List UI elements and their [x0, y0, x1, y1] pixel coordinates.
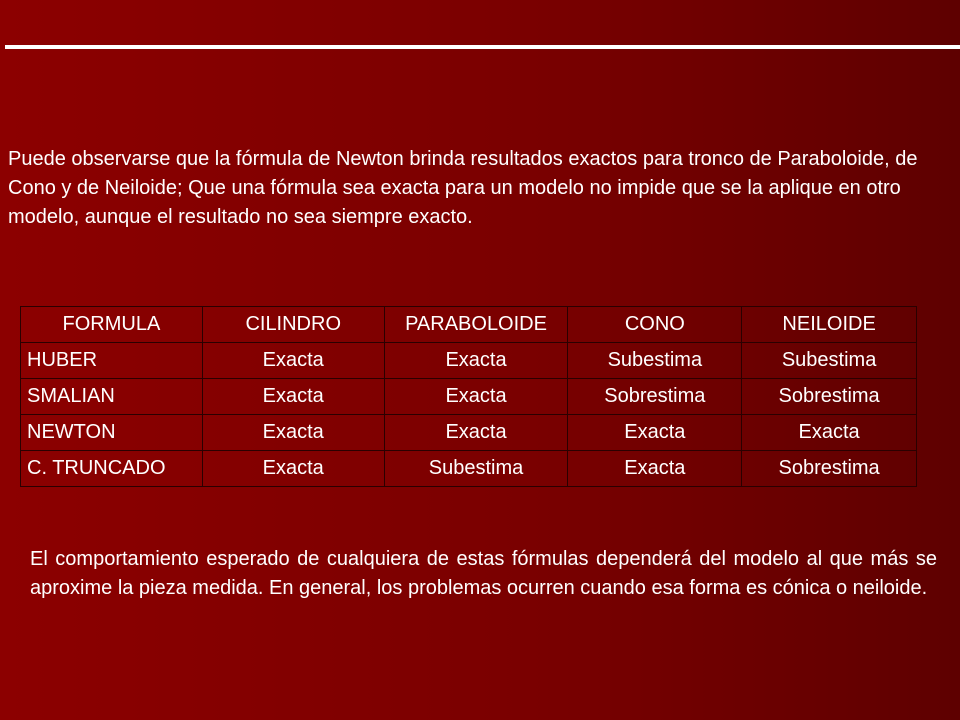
header-cell-cono: CONO — [568, 307, 742, 343]
table-cell: Sobrestima — [742, 379, 917, 415]
header-cell-neiloide: NEILOIDE — [742, 307, 917, 343]
table-row — [21, 379, 917, 415]
table-cell: Exacta — [202, 379, 384, 415]
formula-comparison-table — [20, 306, 917, 487]
table-cell: Sobrestima — [568, 379, 742, 415]
table-row — [21, 415, 917, 451]
table-header-row — [21, 307, 917, 343]
header-cell-cilindro: CILINDRO — [202, 307, 384, 343]
table-cell: Exacta — [202, 415, 384, 451]
table-cell: Subestima — [384, 451, 568, 487]
row-label-cono-truncado: C. TRUNCADO — [21, 451, 203, 487]
table-cell: Exacta — [568, 415, 742, 451]
table-cell: Exacta — [202, 343, 384, 379]
table-cell: Sobrestima — [742, 451, 917, 487]
table-cell: Subestima — [742, 343, 917, 379]
row-label-huber: HUBER — [21, 343, 203, 379]
row-label-smalian: SMALIAN — [21, 379, 203, 415]
intro-paragraph: Puede observarse que la fórmula de Newton brinda resultados exactos para tronco de Paraboloide, de Cono y de Neiloide; Que una fórmula sea exacta para un modelo no impide que se la aplique en otro modelo, aunque el resultado no sea siempre exacto. — [8, 148, 918, 228]
top-divider — [5, 45, 960, 49]
table-cell: Exacta — [202, 451, 384, 487]
table-row — [21, 343, 917, 379]
table-cell: Exacta — [384, 379, 568, 415]
table-cell: Subestima — [568, 343, 742, 379]
header-cell-paraboloide: PARABOLOIDE — [384, 307, 568, 343]
table-cell: Exacta — [742, 415, 917, 451]
table-cell: Exacta — [568, 451, 742, 487]
row-label-newton: NEWTON — [21, 415, 203, 451]
table-row — [21, 451, 917, 487]
table-cell: Exacta — [384, 343, 568, 379]
conclusion-paragraph: El comportamiento esperado de cualquiera de estas fórmulas dependerá del modelo al que más se aproxime la pieza medida. En general, los problemas ocurren cuando esa forma es cónica o neiloide. — [30, 548, 937, 599]
table-cell: Exacta — [384, 415, 568, 451]
header-cell-formula: FORMULA — [21, 307, 203, 343]
